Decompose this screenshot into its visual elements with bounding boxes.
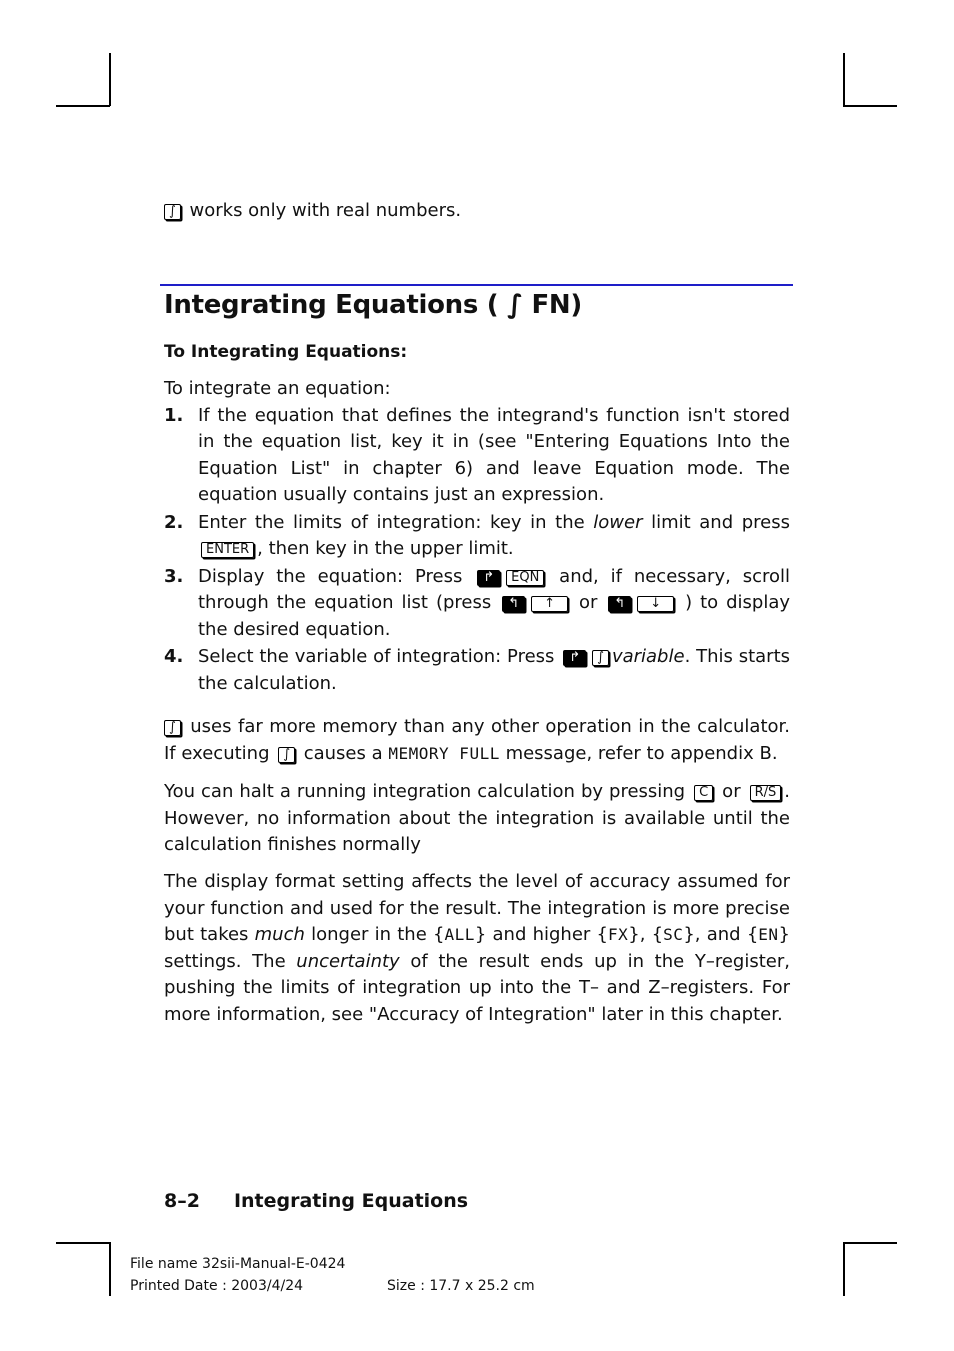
step-text: , then key in the upper limit. — [257, 538, 514, 559]
paragraph-text: longer in the { — [304, 924, 445, 945]
paragraph-text: }, and { — [683, 924, 759, 945]
section-rule — [160, 284, 793, 286]
step-text: Enter the limits of integration: key in the — [198, 511, 594, 533]
step-number: 4. — [164, 646, 184, 667]
page-footer — [164, 1190, 502, 1212]
paragraph-text: causes a — [298, 742, 389, 764]
up-arrow-key: ↑ — [531, 596, 568, 612]
enter-key: ENTER — [201, 542, 254, 558]
integral-symbol: ∫ — [507, 290, 523, 320]
paragraph-text: uses far more memory than any other operation in the calculator. If executing — [164, 716, 790, 764]
section-title-right: FN) — [522, 290, 582, 320]
step-2 — [164, 510, 790, 563]
crop-mark-bottom-right-v — [843, 1242, 845, 1296]
intro-paragraph — [164, 198, 790, 225]
integral-key: ∫ — [164, 720, 181, 736]
page-number: 8–2 — [164, 1190, 200, 1212]
emphasis-variable: variable — [611, 646, 685, 667]
paragraph-text: You can halt a running integration calculation by pressing — [164, 781, 692, 802]
paragraph-text: of the result ends up in the Y–register, pushing the limits of integration up into the T– and Z–registers. For more information, see "Accuracy of Integration" later in this chapter. — [164, 950, 790, 1025]
procedure — [164, 376, 790, 697]
step-4 — [164, 644, 790, 697]
step-text: Select the variable of integration: Press — [198, 646, 561, 667]
subheading: To Integrating Equations: — [164, 342, 408, 362]
crop-mark-bottom-left-v — [109, 1242, 111, 1296]
left-shift-key: ↰ — [608, 596, 631, 612]
crop-mark-bottom-left-h — [56, 1242, 110, 1244]
section-title — [164, 290, 582, 320]
step-3 — [164, 564, 790, 644]
lcd-all: ALL — [444, 925, 475, 944]
paragraph-halt — [164, 779, 790, 859]
paragraph-text: message, refer to appendix B. — [499, 742, 778, 764]
step-text: and, if necessary, scroll through the equation list (press — [198, 565, 790, 613]
right-shift-key: ↱ — [477, 570, 500, 586]
page-size: Size : 17.7 x 25.2 cm — [387, 1278, 535, 1294]
emphasis-lower: lower — [593, 511, 643, 533]
left-shift-key: ↰ — [502, 596, 525, 612]
eqn-key: EQN — [506, 570, 544, 586]
step-number: 1. — [164, 404, 184, 426]
crop-mark-top-left-v — [109, 53, 111, 106]
integral-key: ∫ — [592, 650, 609, 666]
file-name: File name 32sii-Manual-E-0424 — [130, 1256, 346, 1272]
step-text: limit and press — [642, 511, 790, 533]
paragraph-display-format — [164, 869, 790, 1028]
step-text: or — [571, 592, 606, 613]
lcd-fx: FX — [607, 925, 629, 944]
down-arrow-key: ↓ — [637, 596, 674, 612]
step-number: 2. — [164, 511, 184, 533]
step-text: Display the equation: Press — [198, 565, 475, 587]
crop-mark-top-right-v — [843, 53, 845, 106]
paragraph-text: } settings. The — [164, 924, 790, 972]
run-stop-key: R/S — [750, 785, 782, 801]
lcd-sc: SC — [663, 925, 684, 944]
paragraph-text: . However, no information about the integration is available until the calculation finishes normally — [164, 781, 790, 855]
paragraph-text: }, { — [628, 924, 664, 945]
chapter-title: Integrating Equations — [233, 1190, 469, 1212]
lead-text: To integrate an equation: — [164, 378, 391, 399]
emphasis-uncertainty: uncertainty — [296, 950, 400, 972]
section-title-left: Integrating Equations ( — [164, 290, 508, 320]
emphasis-much: much — [254, 924, 305, 945]
paragraph-memory — [164, 714, 790, 767]
crop-mark-top-right-h — [843, 105, 897, 107]
step-text: If the equation that defines the integrand's function isn't stored in the equation list, key it in (see "Entering Equations Into the Equation List" in chapter 6) and leave Equation mode. The equation usually contains just an expression. — [198, 404, 790, 505]
paragraph-text: The display format setting affects the level of accuracy assumed for your function and used for the result. The integration is more precise but takes — [164, 871, 790, 945]
lcd-en: EN — [758, 925, 779, 944]
crop-mark-top-left-h — [56, 105, 110, 107]
paragraph-text: } and higher { — [474, 924, 608, 945]
step-text: ) to display the desired equation. — [198, 592, 791, 640]
printed-date: Printed Date : 2003/4/24 — [130, 1278, 304, 1294]
crop-mark-bottom-right-h — [843, 1242, 897, 1244]
integral-key: ∫ — [164, 204, 181, 220]
integral-key: ∫ — [278, 747, 295, 763]
step-number: 3. — [164, 565, 184, 587]
lcd-memory-full: MEMORY FULL — [388, 743, 500, 763]
right-shift-key: ↱ — [563, 650, 586, 666]
paragraph-text: or — [716, 781, 747, 802]
step-1 — [164, 403, 790, 509]
intro-text: works only with real numbers. — [189, 200, 462, 221]
step-text: . This starts the calculation. — [198, 646, 790, 694]
clear-key: C — [694, 785, 713, 801]
